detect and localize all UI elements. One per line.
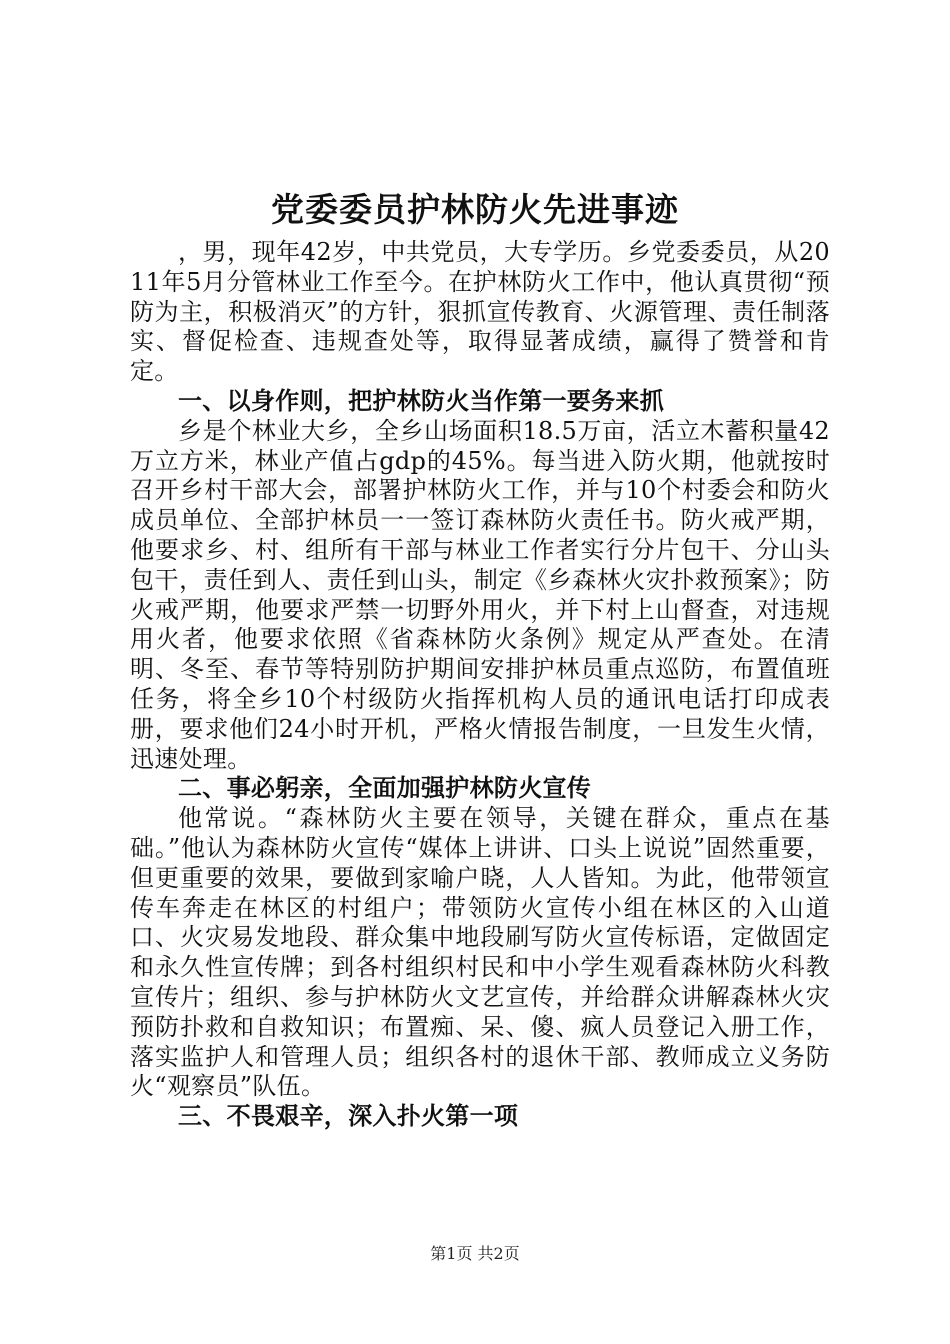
- document-title: 党委委员护林防火先进事迹: [271, 190, 679, 229]
- intro-paragraph: ，男，现年42岁，中共党员，大专学历。乡党委委员，从2011年5月分管林业工作至今。在护林防火工作中，他认真贯彻“预防为主，积极消灭”的方针，狠抓宣传教育、火源管理、责任制落实、督促检查、违规查处等，取得显著成绩，赢得了赞誉和肯定。: [130, 238, 830, 386]
- section-1-heading: 一、以身作则，把护林防火当作第一要务来抓: [178, 386, 664, 415]
- section-3-heading: 三、不畏艰辛，深入扑火第一项: [178, 1102, 519, 1131]
- section-1-paragraph: 乡是个林业大乡，全乡山场面积18.5万亩，活立木蓄积量42万立方米，林业产值占gdp的45%。每当进入防火期，他就按时召开乡村干部大会，部署护林防火工作，并与10个村委会和防火成员单位、全部护林员一一签订森林防火责任书。防火戒严期，他要求乡、村、组所有干部与林业工作者实行分片包干、分山头包干，责任到人、责任到山头，制定《乡森林火灾扑救预案》；防火戒严期，他要求严禁一切野外用火，并下村上山督查，对违规用火者，他要求依照《省森林防火条例》规定从严查处。在清明、冬至、春节等特别防护期间安排护林员重点巡防，布置值班任务，将全乡10个村级防火指挥机构人员的通讯电话打印成表册，要求他们24小时开机，严格火情报告制度，一旦发生火情，迅速处理。: [130, 416, 830, 773]
- section-2-paragraph: 他常说。“森林防火主要在领导，关键在群众，重点在基础。”他认为森林防火宣传“媒体上讲讲、口头上说说”固然重要，但更重要的效果，要做到家喻户晓，人人皆知。为此，他带领宣传车奔走在林区的村组户；带领防火宣传小组在林区的入山道口、火灾易发地段、群众集中地段刷写防火宣传标语，定做固定和永久性宣传牌；到各村组织村民和中小学生观看森林防火科教宣传片；组织、参与护林防火文艺宣传，并给群众讲解森林火灾预防扑救和自救知识；布置痴、呆、傻、疯人员登记入册工作，落实监护人和管理人员；组织各村的退休干部、教师成立义务防火“观察员”队伍。: [130, 804, 830, 1101]
- document-body: [130, 238, 830, 1132]
- section-2-heading: 二、事必躬亲，全面加强护林防火宣传: [178, 774, 592, 803]
- page-footer: 第1页 共2页: [430, 1244, 520, 1263]
